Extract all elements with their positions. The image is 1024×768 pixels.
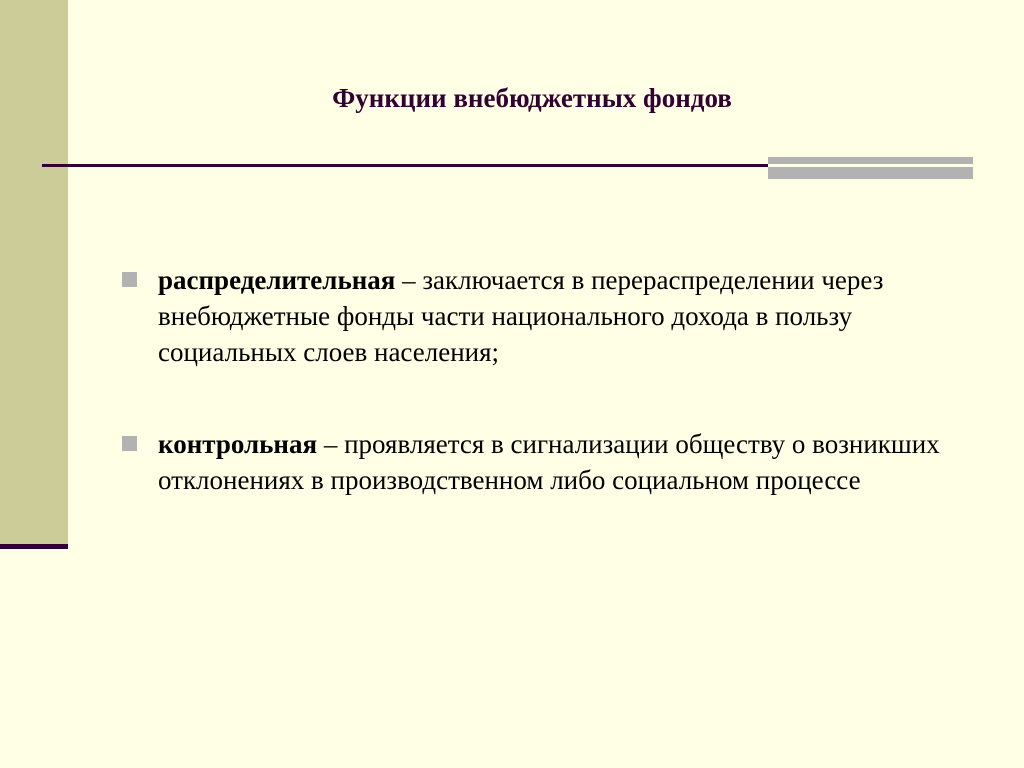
square-bullet-icon <box>122 436 137 451</box>
slide-title: Функции внебюджетных фондов <box>332 83 732 113</box>
function-description: – заключается в перераспределении через внебюджетные фонды части национального дохода в пользу социальных слоев населения; <box>158 265 884 367</box>
list-item <box>122 426 962 498</box>
bullet-list <box>122 262 962 498</box>
list-item <box>122 262 962 370</box>
function-term: контрольная <box>158 429 318 459</box>
function-term: распределительная <box>158 265 396 295</box>
side-decor-underline <box>0 544 68 549</box>
accent-bar <box>768 157 973 179</box>
square-bullet-icon <box>122 272 137 287</box>
function-description: – проявляется в сигнализации обществу о возникших отклонениях в производственном либо социальном процессе <box>158 429 940 495</box>
